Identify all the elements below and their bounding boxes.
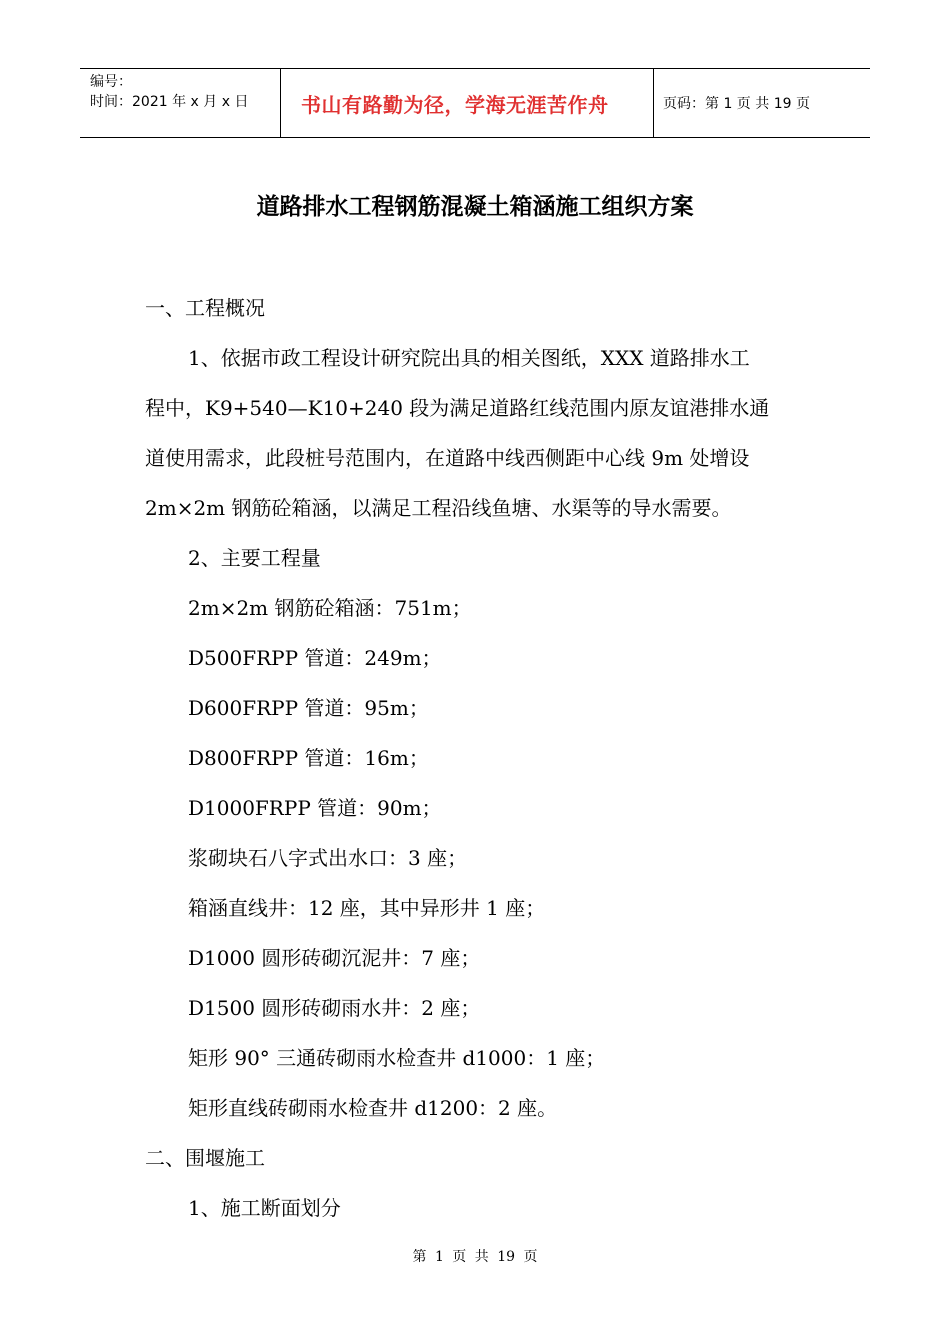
document-number-label: 编号：	[90, 74, 132, 90]
body-line: 道使用需求，此段桩号范围内，在道路中线西侧距中心线 9m 处增设	[145, 446, 750, 470]
body-line: 1、施工断面划分	[188, 1196, 341, 1220]
body-line: 程中，K9+540—K10+240 段为满足道路红线范围内原友谊港排水通	[145, 396, 770, 420]
body-line: D800FRPP 管道：16m；	[188, 746, 429, 770]
header-page-cell	[654, 69, 870, 137]
body-line: 矩形 90° 三通砖砌雨水检查井 d1000：1 座；	[188, 1046, 606, 1070]
body-line: D500FRPP 管道：249m；	[188, 646, 442, 670]
body-line: 2m×2m 钢筋砼箱涵：751m；	[188, 596, 472, 620]
body-line: D600FRPP 管道：95m；	[188, 696, 429, 720]
body-line: 2m×2m 钢筋砼箱涵，以满足工程沿线鱼塘、水渠等的导水需要。	[145, 496, 732, 520]
header-info-cell	[80, 69, 281, 137]
body-line: 1、依据市政工程设计研究院出具的相关图纸，XXX 道路排水工	[188, 346, 750, 370]
body-line: 二、围堰施工	[145, 1146, 265, 1170]
body-line: D1500 圆形砖砌雨水井：2 座；	[188, 996, 481, 1020]
body-line: 2、主要工程量	[188, 546, 321, 570]
document-body	[145, 290, 810, 1240]
page-footer: 第 1 页 共 19 页	[412, 1249, 538, 1265]
document-date-label: 时间：2021 年 x 月 x 日	[90, 94, 249, 110]
body-line: D1000FRPP 管道：90m；	[188, 796, 442, 820]
body-line: 一、工程概况	[145, 296, 265, 320]
body-line: 浆砌块石八字式出水口：3 座；	[188, 846, 468, 870]
header-page-label: 页码：第 1 页 共 19 页	[663, 96, 810, 112]
document-title: 道路排水工程钢筋混凝土箱涵施工组织方案	[256, 194, 694, 220]
header-motto: 书山有路勤为径，学海无涯苦作舟	[301, 92, 609, 117]
header-motto-cell	[281, 69, 654, 137]
body-line: 矩形直线砖砌雨水检查井 d1200：2 座。	[188, 1096, 558, 1120]
page-header	[80, 68, 870, 138]
body-line: 箱涵直线井：12 座，其中异形井 1 座；	[188, 896, 546, 920]
body-line: D1000 圆形砖砌沉泥井：7 座；	[188, 946, 481, 970]
